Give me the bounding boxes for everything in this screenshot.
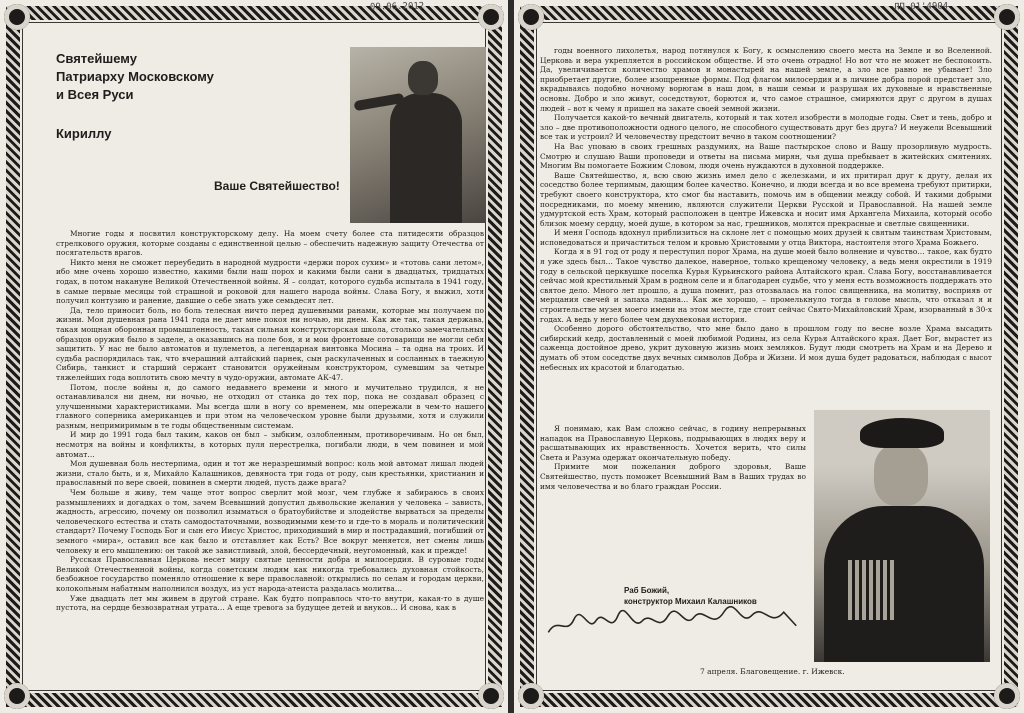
- addressee-line: и Всея Руси: [56, 87, 134, 102]
- border-corner-ornament: [478, 683, 504, 709]
- letter-closing: [540, 424, 806, 491]
- border-corner-ornament: [518, 683, 544, 709]
- signoff-line: Раб Божий,: [624, 586, 670, 595]
- paragraph: И меня Господь вдохнул приблизиться на склоне лет с помощью моих друзей к святым таинствам Христовым, исповедоваться и причаститься телом и кровью Христовыми у отца Виктора, настоятеля этого Храма Божьего.: [540, 228, 992, 247]
- letter-body-right: [540, 46, 992, 372]
- signoff-line: конструктор Михаил Калашников: [624, 597, 757, 606]
- paragraph: годы военного лихолетья, народ потянулся к Богу, к осмыслению своего места на Земле и во Вселенной. Церковь и вера укрепляется в российском обществе. И это очень отрадно! Но вот что не может не беспокоить. Да, увеличивается количество храмов и монастырей на нашей земле, а зло все равно не убывает! Зло приобретает другие, более изощренные формы. Под флагом милосердия и в личине добра порой предстает зло, вкрадываясь подобно ночному ворюгам в наш дом, в наши семьи и разрушая их духовные и нравственные основы. Добро и зло живут, соседствуют, борются и, что самое страшное, смиряются друг с другом в душах людей – вот к чему я пришел на закате своей земной жизни.: [540, 46, 992, 113]
- border-corner-ornament: [994, 683, 1020, 709]
- kalashnikov-uniform-photo: [814, 410, 990, 662]
- border-corner-ornament: [478, 4, 504, 30]
- addressee-name: Кириллу: [56, 126, 112, 141]
- paragraph: Когда я в 91 год от роду я переступил порог Храма, на душе моей было волнение и чувство… такое, как будто я уже здесь был… Такое чувство далекое, наверное, только крещеному человеку, а ведь меня окрестили в 1919 году в сельской церквушке поселка Курья Курьинского района Алтайского края. Слава Богу, восстанавливается сейчас мой крестильный Храм в родном селе и я благодарен судьбе, что у меня есть возможность поддержать это святое дело. Много лет прошло, а душа помнит, раз отозвалась на голос священника, на молитву, восприяв от мерцания свечей и запаха ладана… Как же хорошо, – промелькнуло тогда в голове мысль, что отказал я и строительстве музея моего имени на этом месте, где стоит сейчас Свято-Михайловский Храм, изорванный в 30-х годах. А ведь у него более чем двухвековая история.: [540, 247, 992, 324]
- paragraph: Ваше Святейшество, я, всю свою жизнь имел дело с железками, и их притирал друг к другу, делая их соседство более терпимым, дающим более качество. Конечно, и люди всегда и во все времена требуют притирки, требуют своего конструктора, кто смог бы наставить, помочь им в общении между собой. И такими добрыми посредниками, по моему мнению, являются служители Церкви Русской и Православной. На нашей земле удмуртской есть Храм, который расположен в центре Ижевска и носит имя Архангела Михаила, который особо близок моему сердцу, моей душе, в котором за нас, грешников, молятся прекрасные и светлые священники.: [540, 170, 992, 228]
- border-corner-ornament: [994, 4, 1020, 30]
- paragraph: Да, тело приносит боль, но боль телесная ничто перед душевными ранами, которые мы получаем по жизни. Моя душевная рана 1941 года не дает мне покоя ни ночью, ни днем. Как же так, такая держава, такая мощная оборонная промышленность, такая сильная конструкторская школа, столько замечательных образцов оружия было в заделе, а оказавшись на поле боя, я и мои фронтовые сотоварищи не могли себя защитить. У нас не было автоматов и пулеметов, а легендарная винтовка Мосина – та одна на троих. И судьба распорядилась так, что вчерашний алтайский парнек, сын раскулаченных и сосланных в таежную Сибирь, танкист и старший сержант становится оружейным конструктором, сумевшим за четыре тяжелейших года воплотить свою мечту в чудо-оружии, автомате АК-47.: [56, 305, 484, 382]
- paragraph: Моя душевная боль нестерпима, один и тот же неразрешимый вопрос: коль мой автомат лишал людей жизни, стало быть, и я, Михайло Калашников, девяноста три года от роду, сын крестьянки, христианин и православный по вере своей, повинен в смерти людей, пусть даже врага?: [56, 459, 484, 488]
- right-page: [514, 0, 1024, 713]
- border-corner-ornament: [4, 683, 30, 709]
- addressee-block: [56, 50, 214, 104]
- addressee-line: Святейшему: [56, 51, 137, 66]
- paragraph: Примите мои пожелания доброго здоровья, Ваше Святейшество, пусть поможет Всевышний Вам в Ваших трудах во имя человечества и во благо граждан России.: [540, 462, 806, 491]
- addressee-line: Патриарху Московскому: [56, 69, 214, 84]
- paragraph: И мир до 1991 года был таким, каков он был – зыбким, озлобленным, противоречивым. Но он был, несмотря на войны и конфликты, в которых пуля перестрелка, погибали люди, в чем повинен и мой автомат…: [56, 430, 484, 459]
- letter-body-left: [56, 229, 484, 613]
- signoff: [624, 585, 757, 607]
- border-corner-ornament: [4, 4, 30, 30]
- paragraph: Русская Православная Церковь несет миру святые ценности добра и милосердия. В суровые годы Великой Отечественной войны, когда советским людям как никогда требовались духовная стойкость, безбожное государство поменяло отношение к вере православной: открылись по селам и городам церкви, колокольным набатным наполнился воздух, из уст народа-атеиста раздалась молитва…: [56, 555, 484, 593]
- letter-greeting: Ваше Святейшество!: [214, 179, 340, 193]
- paragraph: Особенно дорого обстоятельство, что мне было дано в прошлом году по весне возле Храма высадить сибирский кедр, доставленный с моей любимой Родины, из села Курья Алтайского края. Дает Бог, вырастет из саженца достойное древо, укрит духовную жизнь моих земляков. Будут люди смотреть на Храм и на Дерево и думать об этом соседстве двух вечных символов Добра и Жизни. И моя душа будет радоваться, наблюдая с высот небесных их красотой и благодатью.: [540, 324, 992, 372]
- archive-stamp: ЛП-01'4904: [893, 1, 949, 13]
- young-kalashnikov-photo: [350, 47, 486, 223]
- paragraph: Чем больше я живу, тем чаще этот вопрос сверлит мой мозг, чем глубже я забираюсь в своих размышлениях и догадках о том, зачем Всевышний допустил дьявольские желания у человека – зависть, жадность, агрессию, почему он позволил изыматься о братоубийстве и злодействе вырваться за пределы человеческого естества и стать самодостаточными, возводимыми кем-то и где-то в мораль и политический стандарт? Почему Господь Бог и сын его Иисус Христос, приходивший в мир и пострадавший, погибший от земного «мира», оставил все как было и отставляет как Есть? Все вокруг меняется, нет смены лишь человеку и его мышлению: он такой же завистливый, злой, бессердечный, неугомонный, как и прежде!: [56, 488, 484, 555]
- paragraph: Получается какой-то вечный двигатель, который я так хотел изобрести в молодые годы. Свет и тень, добро и зло – две противоположности одного целого, не способного существовать друг без друга? И неужели Всевышний все так и устроил? И человечеству предстоит вечно в таком соотношении?: [540, 113, 992, 142]
- paragraph: Никто меня не сможет переубедить в народной мудрости «держи порох сухим» и «тотовь сани летом», ибо мне очень хорошо известно, какими были наш порох и какими были сани в двадцатых, тридцатых годах, в потом накануне Великой Отечественной войны. Я – солдат, которого судьба испытала в 1941 году, в самые первые месяцы той страшной и роковой для нашего народа войны. Слава Богу, я выжил, хотя получил контузию и ранение, давшие о себе знать уже семьдесят лет.: [56, 257, 484, 306]
- paragraph: На Вас уповаю в своих грешных раздумиях, на Ваше пастырское слово и Вашу прозорливую мудрость. Смотрю и слушаю Ваши проповеди и ответы на письма мирян, чья душа пребывает в житейских смятениях. Многим Вы помогаете Божиим Словом, людя очень нуждаются в духовной поддержке.: [540, 141, 992, 171]
- paragraph: Потом, после войны я, до самого недавнего времени и много и мучительно трудился, я не останавливался ни днем, ни ночью, не отходил от станка до тех пор, пока не создавал образец с улучшенными характеристиками. Мы всегда шли в ногу со временем, мы опережали в чем-то нашего главного соперника американцев и при этом на человеческом уровне были друзьями, хотя и служили разным, непримиримым в те годы общественным системам.: [56, 382, 484, 430]
- paragraph: Многие годы я посвятил конструкторскому делу. На моем счету более ста пятидесяти образцов стрелкового оружия, которые созданы с единственной целью – обеспечить надежную защиту Отечества от посягательств врагов.: [56, 229, 484, 258]
- paragraph: Я понимаю, как Вам сложно сейчас, в годину непрерывных нападок на Православную Церковь, подрывающих в людях веру и расшатывающих их нравственность. Хочется верить, что силы Света и Разума одержат окончательную победу.: [540, 424, 806, 462]
- left-page: [0, 0, 508, 713]
- paragraph: Уже двадцать лет мы живем в другой стране. Как будто поправлось что-то внутри, какая-то в душе пустота, на сердце безвозвратная утрата… А еще тревога за будущее детей и внуков… И снова, как в: [56, 593, 484, 613]
- border-corner-ornament: [518, 4, 544, 30]
- archive-stamp: 09.06.2012: [369, 1, 425, 13]
- dateline: 7 апреля. Благовещение. г. Ижевск.: [700, 667, 845, 676]
